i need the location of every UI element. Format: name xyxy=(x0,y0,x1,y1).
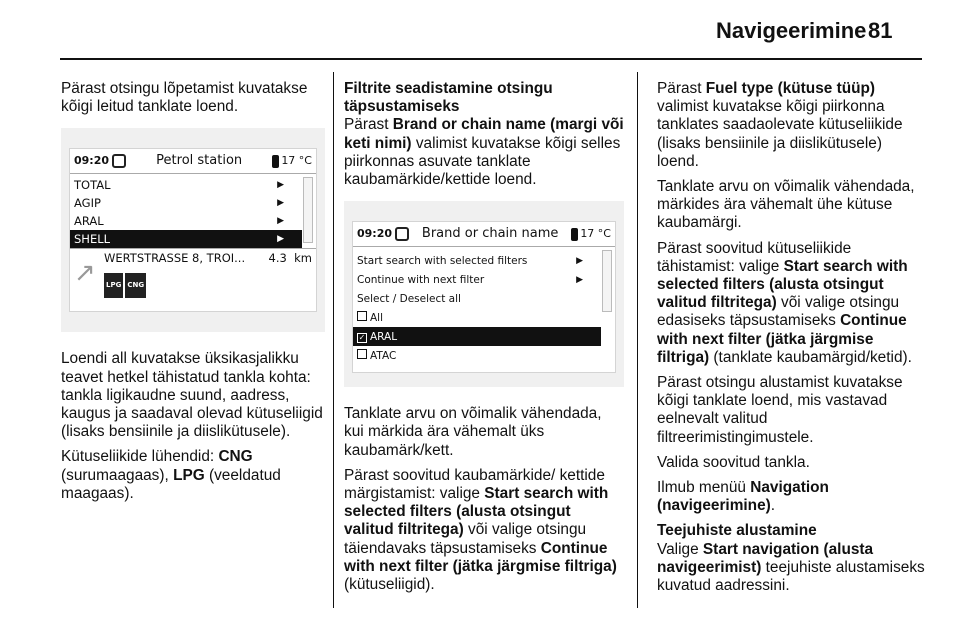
screenshot-brand-chain xyxy=(344,201,624,387)
thermometer-icon xyxy=(272,155,279,168)
screen-title: Petrol station xyxy=(156,153,243,169)
lpg-badge: LPG xyxy=(104,273,123,297)
status-icon xyxy=(112,154,126,168)
temp-value: 17 °C xyxy=(580,227,611,241)
station-list-item[interactable] xyxy=(70,176,302,194)
station-name: ARAL xyxy=(74,214,104,229)
start-guidance-section: Teejuhiste alustamine Valige Start navigation (alusta navigeerimist) teejuhiste alustamiseks kuvatud aadressini. xyxy=(657,522,927,595)
page-header-title: Navigeerimine xyxy=(716,18,867,43)
next-step-paragraph: Pärast soovitud kaubamärkide/ kettide märgistamist: valige Start search with selected filters (alusta otsingut valitud filtritega) või valige otsingu täiendavaks täpsustamiseks Continue with next filter (jätka järgmise filtriga) (kütuseliigid). xyxy=(344,466,617,594)
fuel-type-paragraph: Pärast Fuel type (kütuse tüüp) valimist kuvatakse kõigi piirkonna tanklates saadaolevate kütuseliikide (lisaks bensiinile ja diislikütusele) loend. xyxy=(657,80,903,170)
section-heading: Filtrite seadistamine otsingu täpsustamiseks xyxy=(344,80,553,116)
brand-list-item[interactable] xyxy=(353,270,601,289)
column-divider xyxy=(333,72,334,608)
checkbox-icon[interactable] xyxy=(357,349,367,359)
station-list-item[interactable] xyxy=(70,212,302,230)
screen-temp xyxy=(571,225,611,243)
brand-list-item[interactable] xyxy=(353,327,601,346)
column-3 xyxy=(657,80,927,602)
brand-list-item[interactable] xyxy=(353,251,601,270)
fuel-next-step-paragraph: Pärast soovitud kütuseliikide tähistamist: valige Start search with selected filters (alusta otsingut valitud filtritega) või valige otsingu edasiseks täpsustamiseks Continue with next filter (jätka järgmise filtriga) (tanklate kaubamärgid/ketid). xyxy=(657,239,912,366)
chevron-right-icon: ▶ xyxy=(277,198,284,209)
reduce-fuel-paragraph: Tanklate arvu on võimalik vähendada, märkides ära vähemalt ühe kütuse kaubamärgi. xyxy=(657,178,915,232)
station-name: TOTAL xyxy=(74,178,111,193)
screen-topbar xyxy=(353,222,615,247)
brand-name: Continue with next filter xyxy=(357,273,485,286)
checkbox-icon[interactable]: ✓ xyxy=(358,332,366,342)
station-list-item[interactable] xyxy=(70,194,302,212)
station-address: WERTSTRASSE 8, TROI... xyxy=(104,251,246,266)
brand-list-item[interactable] xyxy=(353,308,601,327)
screen-topbar xyxy=(70,149,316,174)
checkbox-icon[interactable] xyxy=(357,311,367,321)
brand-name: ATAC xyxy=(370,349,397,362)
scrollbar[interactable] xyxy=(303,177,313,243)
display-screen xyxy=(69,148,317,312)
temp-value: 17 °C xyxy=(281,154,312,168)
detail-paragraph: Loendi all kuvatakse üksikasjalikku teavet hetkel tähistatud tankla kohta: tankla ligikaudne suund, aadress, kaugus ja saadaval olevad kütuseliigid (lisaks bensiinile ja diislikütusele). xyxy=(61,350,323,441)
intro-paragraph: Pärast otsingu lõpetamist kuvatakse kõigi leitud tanklate loend. xyxy=(61,80,308,116)
cng-badge: CNG xyxy=(125,273,146,297)
select-station-paragraph: Valida soovitud tankla. xyxy=(657,453,810,471)
column-divider xyxy=(637,72,638,608)
brand-name: All xyxy=(370,311,384,324)
chevron-right-icon: ▶ xyxy=(277,234,284,245)
status-icon xyxy=(395,227,409,241)
column-1 xyxy=(61,80,325,510)
screen-time: 09:20 xyxy=(74,154,110,168)
chevron-right-icon: ▶ xyxy=(576,255,583,266)
result-paragraph: Pärast otsingu alustamist kuvatakse kõigi tanklate loend, mis vastavad eelnevalt valitud filtreerimistingimustele. xyxy=(657,374,903,446)
brand-list-item[interactable] xyxy=(353,289,601,308)
screen-temp xyxy=(272,152,312,170)
station-name: SHELL xyxy=(74,232,111,247)
station-name: AGIP xyxy=(74,196,101,211)
station-address-block xyxy=(104,249,312,297)
menu-paragraph: Ilmub menüü Navigation (navigeerimine). xyxy=(657,479,829,515)
chevron-right-icon: ▶ xyxy=(277,180,284,191)
column-2 xyxy=(344,80,624,601)
page-number: 81 xyxy=(868,18,893,43)
section-heading: Teejuhiste alustamine xyxy=(657,522,817,540)
brand-name: ARAL xyxy=(370,330,398,343)
screen-time: 09:20 xyxy=(357,227,393,241)
brand-list-item[interactable] xyxy=(353,346,601,365)
screen-title: Brand or chain name xyxy=(421,226,559,242)
scrollbar[interactable] xyxy=(602,250,612,312)
direction-arrow-icon: ↗ xyxy=(74,258,96,289)
display-screen xyxy=(352,221,616,373)
chevron-right-icon: ▶ xyxy=(576,274,583,285)
screenshot-petrol-station xyxy=(61,128,325,332)
brand-name: Select / Deselect all xyxy=(357,292,461,305)
station-list xyxy=(70,174,316,248)
filter-section: Filtrite seadistamine otsingu täpsustamiseks Pärast Brand or chain name (margi või keti nimi) valimist kuvatakse kõigi selles piirkonnas asuvate tanklate kaubamärkide/kettide loend. xyxy=(344,80,624,189)
station-detail xyxy=(70,248,316,297)
station-distance: 4.3 km xyxy=(268,251,312,266)
abbrev-paragraph: Kütuseliikide lühendid: CNG (surumaagaas), LPG (veeldatud maagaas). xyxy=(61,448,281,502)
header-rule xyxy=(60,58,922,60)
reduce-paragraph: Tanklate arvu on võimalik vähendada, kui märkida ära vähemalt üks kaubamärk/kett. xyxy=(344,405,602,459)
thermometer-icon xyxy=(571,228,578,241)
brand-list xyxy=(353,247,615,365)
chevron-right-icon: ▶ xyxy=(277,216,284,227)
station-list-item[interactable] xyxy=(70,230,302,248)
brand-name: Start search with selected filters xyxy=(357,254,528,267)
